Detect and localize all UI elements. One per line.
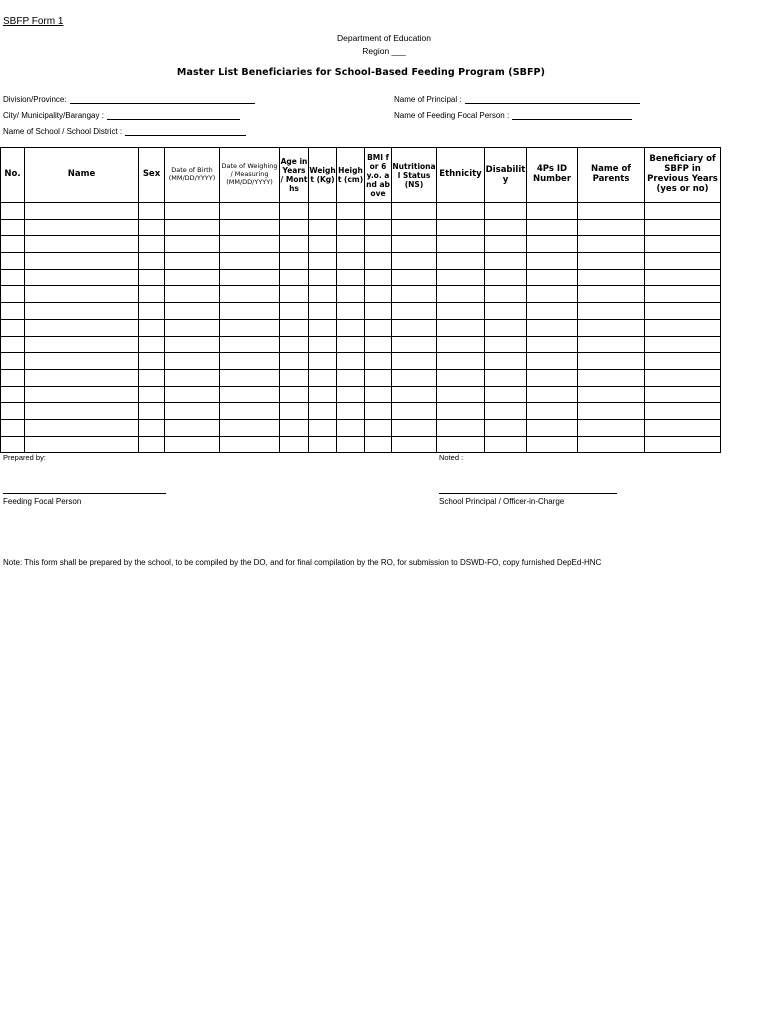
table-cell[interactable] xyxy=(1,319,25,336)
table-cell[interactable] xyxy=(437,303,485,320)
table-cell[interactable] xyxy=(527,303,578,320)
table-cell[interactable] xyxy=(437,236,485,253)
table-row xyxy=(1,336,721,353)
table-cell[interactable] xyxy=(1,219,25,236)
table-cell[interactable] xyxy=(645,219,721,236)
table-cell[interactable] xyxy=(1,303,25,320)
table-cell[interactable] xyxy=(139,319,165,336)
table-cell[interactable] xyxy=(280,203,309,220)
table-cell[interactable] xyxy=(645,369,721,386)
table-cell[interactable] xyxy=(392,319,437,336)
table-cell[interactable] xyxy=(392,303,437,320)
table-row xyxy=(1,269,721,286)
table-cell[interactable] xyxy=(165,203,220,220)
table-cell[interactable] xyxy=(365,336,392,353)
table-cell[interactable] xyxy=(25,219,139,236)
table-cell[interactable] xyxy=(25,353,139,370)
prepared-role: Feeding Focal Person xyxy=(3,497,82,506)
table-cell[interactable] xyxy=(527,269,578,286)
table-cell[interactable] xyxy=(485,403,527,420)
table-cell[interactable] xyxy=(365,269,392,286)
table-cell[interactable] xyxy=(139,353,165,370)
noted-label: Noted : xyxy=(439,453,464,462)
division-line[interactable] xyxy=(70,95,255,104)
region-label: Region ___ xyxy=(362,46,406,56)
table-cell[interactable] xyxy=(309,286,337,303)
table-cell[interactable] xyxy=(485,386,527,403)
table-row xyxy=(1,253,721,270)
col-ethnicity: Ethnicity xyxy=(437,148,485,203)
table-cell[interactable] xyxy=(337,236,365,253)
table-cell[interactable] xyxy=(280,219,309,236)
table-cell[interactable] xyxy=(485,336,527,353)
table-cell[interactable] xyxy=(139,369,165,386)
beneficiary-table xyxy=(0,147,721,453)
school-label: Name of School / School District : xyxy=(3,127,123,136)
table-cell[interactable] xyxy=(437,336,485,353)
table-cell[interactable] xyxy=(578,269,645,286)
table-row xyxy=(1,236,721,253)
table-cell[interactable] xyxy=(280,303,309,320)
table-cell[interactable] xyxy=(392,336,437,353)
table-cell[interactable] xyxy=(165,436,220,453)
table-cell[interactable] xyxy=(25,319,139,336)
form-id: SBFP Form 1 xyxy=(3,16,64,27)
table-cell[interactable] xyxy=(527,369,578,386)
table-cell[interactable] xyxy=(437,353,485,370)
table-cell[interactable] xyxy=(337,253,365,270)
table-cell[interactable] xyxy=(220,336,280,353)
col-bmi: BMI for 6 y.o. and above xyxy=(365,148,392,203)
col-age: Age in Years / Months xyxy=(280,148,309,203)
table-cell[interactable] xyxy=(139,303,165,320)
col-name: Name xyxy=(25,148,139,203)
table-cell[interactable] xyxy=(165,369,220,386)
table-cell[interactable] xyxy=(1,236,25,253)
principal-field xyxy=(394,95,640,104)
table-cell[interactable] xyxy=(165,336,220,353)
table-cell[interactable] xyxy=(25,419,139,436)
table-cell[interactable] xyxy=(437,219,485,236)
table-cell[interactable] xyxy=(578,203,645,220)
table-cell[interactable] xyxy=(280,419,309,436)
table-cell[interactable] xyxy=(309,369,337,386)
form-title: Master List Beneficiaries for School-Based Feeding Program (SBFP) xyxy=(176,67,546,78)
table-cell[interactable] xyxy=(527,336,578,353)
table-cell[interactable] xyxy=(165,236,220,253)
city-line[interactable] xyxy=(107,111,240,120)
table-cell[interactable] xyxy=(309,219,337,236)
table-cell[interactable] xyxy=(578,386,645,403)
table-cell[interactable] xyxy=(437,253,485,270)
table-cell[interactable] xyxy=(220,403,280,420)
table-cell[interactable] xyxy=(645,319,721,336)
table-cell[interactable] xyxy=(578,369,645,386)
table-cell[interactable] xyxy=(365,436,392,453)
table-cell[interactable] xyxy=(365,203,392,220)
table-cell[interactable] xyxy=(309,303,337,320)
table-cell[interactable] xyxy=(337,303,365,320)
table-row xyxy=(1,436,721,453)
table-cell[interactable] xyxy=(437,436,485,453)
table-cell[interactable] xyxy=(645,236,721,253)
table-cell[interactable] xyxy=(337,436,365,453)
table-cell[interactable] xyxy=(220,303,280,320)
table-cell[interactable] xyxy=(527,436,578,453)
table-cell[interactable] xyxy=(280,386,309,403)
table-cell[interactable] xyxy=(527,286,578,303)
table-cell[interactable] xyxy=(309,269,337,286)
prepared-signature-line[interactable] xyxy=(3,493,166,494)
table-cell[interactable] xyxy=(337,269,365,286)
table-cell[interactable] xyxy=(365,353,392,370)
table-cell[interactable] xyxy=(280,286,309,303)
table-row xyxy=(1,403,721,420)
table-cell[interactable] xyxy=(365,386,392,403)
table-cell[interactable] xyxy=(25,253,139,270)
table-cell[interactable] xyxy=(337,369,365,386)
table-cell[interactable] xyxy=(485,369,527,386)
table-cell[interactable] xyxy=(365,419,392,436)
col-no: No. xyxy=(1,148,25,203)
table-cell[interactable] xyxy=(645,436,721,453)
principal-label: Name of Principal : xyxy=(394,95,462,104)
table-cell[interactable] xyxy=(392,386,437,403)
table-cell[interactable] xyxy=(645,386,721,403)
table-cell[interactable] xyxy=(485,436,527,453)
table-cell[interactable] xyxy=(337,286,365,303)
table-cell[interactable] xyxy=(25,369,139,386)
table-cell[interactable] xyxy=(1,286,25,303)
table-cell[interactable] xyxy=(645,419,721,436)
table-cell[interactable] xyxy=(309,419,337,436)
table-cell[interactable] xyxy=(485,219,527,236)
city-field xyxy=(3,111,240,120)
table-cell[interactable] xyxy=(392,286,437,303)
table-cell[interactable] xyxy=(25,303,139,320)
table-cell[interactable] xyxy=(485,353,527,370)
noted-signature-line[interactable] xyxy=(439,493,617,494)
table-cell[interactable] xyxy=(392,419,437,436)
city-label: City/ Municipality/Barangay : xyxy=(3,111,104,120)
table-cell[interactable] xyxy=(337,353,365,370)
school-line[interactable] xyxy=(125,127,246,136)
table-cell[interactable] xyxy=(578,303,645,320)
table-cell[interactable] xyxy=(139,336,165,353)
table-cell[interactable] xyxy=(527,253,578,270)
table-cell[interactable] xyxy=(578,253,645,270)
table-cell[interactable] xyxy=(309,236,337,253)
table-cell[interactable] xyxy=(280,369,309,386)
table-cell[interactable] xyxy=(337,386,365,403)
table-cell[interactable] xyxy=(139,419,165,436)
table-cell[interactable] xyxy=(165,286,220,303)
table-cell[interactable] xyxy=(645,303,721,320)
col-disability: Disability xyxy=(485,148,527,203)
table-row xyxy=(1,386,721,403)
table-cell[interactable] xyxy=(25,386,139,403)
table-cell[interactable] xyxy=(1,403,25,420)
table-cell[interactable] xyxy=(645,353,721,370)
table-cell[interactable] xyxy=(1,253,25,270)
table-cell[interactable] xyxy=(165,303,220,320)
table-cell[interactable] xyxy=(437,286,485,303)
table-cell[interactable] xyxy=(527,353,578,370)
table-cell[interactable] xyxy=(645,286,721,303)
noted-role: School Principal / Officer-in-Charge xyxy=(439,497,565,506)
table-cell[interactable] xyxy=(220,353,280,370)
table-cell[interactable] xyxy=(165,253,220,270)
table-cell[interactable] xyxy=(1,269,25,286)
table-cell[interactable] xyxy=(485,269,527,286)
table-cell[interactable] xyxy=(139,386,165,403)
table-cell[interactable] xyxy=(365,303,392,320)
table-row xyxy=(1,369,721,386)
table-cell[interactable] xyxy=(139,236,165,253)
table-cell[interactable] xyxy=(578,419,645,436)
table-cell[interactable] xyxy=(485,203,527,220)
table-cell[interactable] xyxy=(645,336,721,353)
table-cell[interactable] xyxy=(337,219,365,236)
table-cell[interactable] xyxy=(392,436,437,453)
table-cell[interactable] xyxy=(309,203,337,220)
table-cell[interactable] xyxy=(337,336,365,353)
table-row xyxy=(1,303,721,320)
table-cell[interactable] xyxy=(437,269,485,286)
table-cell[interactable] xyxy=(280,336,309,353)
table-row xyxy=(1,203,721,220)
table-cell[interactable] xyxy=(1,203,25,220)
table-cell[interactable] xyxy=(392,369,437,386)
col-date-of-weighing: Date of Weighing / Measuring (MM/DD/YYYY) xyxy=(220,148,280,203)
table-cell[interactable] xyxy=(309,336,337,353)
table-cell[interactable] xyxy=(437,419,485,436)
form-note: Note: This form shall be prepared by the school, to be compiled by the DO, and for final compilation by the RO, for submission to DSWD-FO, copy furnished DepEd-HNC xyxy=(3,558,602,567)
table-cell[interactable] xyxy=(365,403,392,420)
table-cell[interactable] xyxy=(280,403,309,420)
table-cell[interactable] xyxy=(365,286,392,303)
table-cell[interactable] xyxy=(365,319,392,336)
division-field xyxy=(3,95,255,104)
table-cell[interactable] xyxy=(365,253,392,270)
principal-line[interactable] xyxy=(465,95,640,104)
table-cell[interactable] xyxy=(165,319,220,336)
col-sex: Sex xyxy=(139,148,165,203)
table-cell[interactable] xyxy=(337,403,365,420)
table-cell[interactable] xyxy=(527,236,578,253)
focal-field xyxy=(394,111,632,120)
table-cell[interactable] xyxy=(645,203,721,220)
table-cell[interactable] xyxy=(392,403,437,420)
table-cell[interactable] xyxy=(220,236,280,253)
table-cell[interactable] xyxy=(527,419,578,436)
department-name: Department of Education xyxy=(336,33,432,43)
table-cell[interactable] xyxy=(365,219,392,236)
col-height: Height (cm) xyxy=(337,148,365,203)
table-cell[interactable] xyxy=(527,319,578,336)
table-cell[interactable] xyxy=(25,336,139,353)
table-cell[interactable] xyxy=(280,269,309,286)
table-cell[interactable] xyxy=(309,253,337,270)
table-cell[interactable] xyxy=(1,353,25,370)
table-cell[interactable] xyxy=(139,203,165,220)
table-cell[interactable] xyxy=(25,269,139,286)
table-cell[interactable] xyxy=(1,419,25,436)
table-cell[interactable] xyxy=(337,419,365,436)
table-cell[interactable] xyxy=(280,253,309,270)
table-cell[interactable] xyxy=(139,269,165,286)
table-cell[interactable] xyxy=(165,269,220,286)
table-cell[interactable] xyxy=(220,203,280,220)
table-cell[interactable] xyxy=(25,286,139,303)
division-label: Division/Province: xyxy=(3,95,67,104)
table-cell[interactable] xyxy=(437,403,485,420)
table-cell[interactable] xyxy=(645,253,721,270)
table-row xyxy=(1,319,721,336)
table-cell[interactable] xyxy=(309,319,337,336)
table-cell[interactable] xyxy=(485,303,527,320)
focal-label: Name of Feeding Focal Person : xyxy=(394,111,510,120)
col-date-of-birth: Date of Birth (MM/DD/YYYY) xyxy=(165,148,220,203)
table-cell[interactable] xyxy=(365,369,392,386)
table-cell[interactable] xyxy=(25,403,139,420)
table-cell[interactable] xyxy=(220,319,280,336)
table-cell[interactable] xyxy=(165,353,220,370)
table-cell[interactable] xyxy=(578,286,645,303)
table-cell[interactable] xyxy=(578,236,645,253)
table-cell[interactable] xyxy=(485,419,527,436)
table-cell[interactable] xyxy=(25,236,139,253)
focal-line[interactable] xyxy=(512,111,632,120)
table-cell[interactable] xyxy=(165,403,220,420)
table-cell[interactable] xyxy=(485,319,527,336)
table-cell[interactable] xyxy=(337,203,365,220)
table-cell[interactable] xyxy=(280,319,309,336)
table-cell[interactable] xyxy=(165,219,220,236)
table-cell[interactable] xyxy=(309,436,337,453)
table-cell[interactable] xyxy=(527,203,578,220)
table-cell[interactable] xyxy=(220,386,280,403)
table-cell[interactable] xyxy=(392,219,437,236)
col-4ps-id: 4Ps ID Number xyxy=(527,148,578,203)
table-cell[interactable] xyxy=(365,236,392,253)
table-cell[interactable] xyxy=(220,253,280,270)
table-cell[interactable] xyxy=(437,203,485,220)
table-cell[interactable] xyxy=(392,253,437,270)
table-cell[interactable] xyxy=(220,369,280,386)
table-cell[interactable] xyxy=(309,353,337,370)
table-cell[interactable] xyxy=(645,269,721,286)
col-weight: Weight (Kg) xyxy=(309,148,337,203)
table-cell[interactable] xyxy=(280,353,309,370)
table-cell[interactable] xyxy=(1,369,25,386)
table-cell[interactable] xyxy=(139,253,165,270)
table-cell[interactable] xyxy=(392,353,437,370)
table-cell[interactable] xyxy=(578,436,645,453)
col-parents: Name of Parents xyxy=(578,148,645,203)
prepared-by-label: Prepared by: xyxy=(3,453,46,462)
table-cell[interactable] xyxy=(527,219,578,236)
col-nutritional-status: Nutritional Status (NS) xyxy=(392,148,437,203)
table-cell[interactable] xyxy=(280,236,309,253)
table-row xyxy=(1,419,721,436)
table-cell[interactable] xyxy=(309,403,337,420)
table-cell[interactable] xyxy=(527,403,578,420)
table-cell[interactable] xyxy=(25,436,139,453)
table-cell[interactable] xyxy=(25,203,139,220)
table-cell[interactable] xyxy=(645,403,721,420)
table-cell[interactable] xyxy=(309,386,337,403)
table-cell[interactable] xyxy=(437,386,485,403)
table-cell[interactable] xyxy=(220,436,280,453)
table-cell[interactable] xyxy=(165,419,220,436)
table-cell[interactable] xyxy=(392,203,437,220)
school-field xyxy=(3,127,246,136)
table-cell[interactable] xyxy=(220,269,280,286)
table-row xyxy=(1,286,721,303)
table-row xyxy=(1,353,721,370)
table-cell[interactable] xyxy=(165,386,220,403)
table-cell[interactable] xyxy=(392,236,437,253)
table-cell[interactable] xyxy=(578,403,645,420)
table-cell[interactable] xyxy=(220,219,280,236)
table-cell[interactable] xyxy=(1,336,25,353)
table-cell[interactable] xyxy=(1,436,25,453)
table-cell[interactable] xyxy=(527,386,578,403)
table-cell[interactable] xyxy=(280,436,309,453)
table-cell[interactable] xyxy=(485,286,527,303)
table-cell[interactable] xyxy=(578,319,645,336)
table-cell[interactable] xyxy=(139,436,165,453)
table-cell[interactable] xyxy=(578,353,645,370)
table-cell[interactable] xyxy=(485,253,527,270)
table-cell[interactable] xyxy=(437,319,485,336)
table-row xyxy=(1,219,721,236)
table-cell[interactable] xyxy=(139,286,165,303)
table-cell[interactable] xyxy=(578,219,645,236)
table-cell[interactable] xyxy=(337,319,365,336)
table-cell[interactable] xyxy=(139,403,165,420)
table-cell[interactable] xyxy=(1,386,25,403)
table-cell[interactable] xyxy=(392,269,437,286)
table-cell[interactable] xyxy=(485,236,527,253)
table-cell[interactable] xyxy=(578,336,645,353)
table-cell[interactable] xyxy=(139,219,165,236)
col-previous-beneficiary: Beneficiary of SBFP in Previous Years (yes or no) xyxy=(645,148,721,203)
table-cell[interactable] xyxy=(220,286,280,303)
table-cell[interactable] xyxy=(437,369,485,386)
table-cell[interactable] xyxy=(220,419,280,436)
